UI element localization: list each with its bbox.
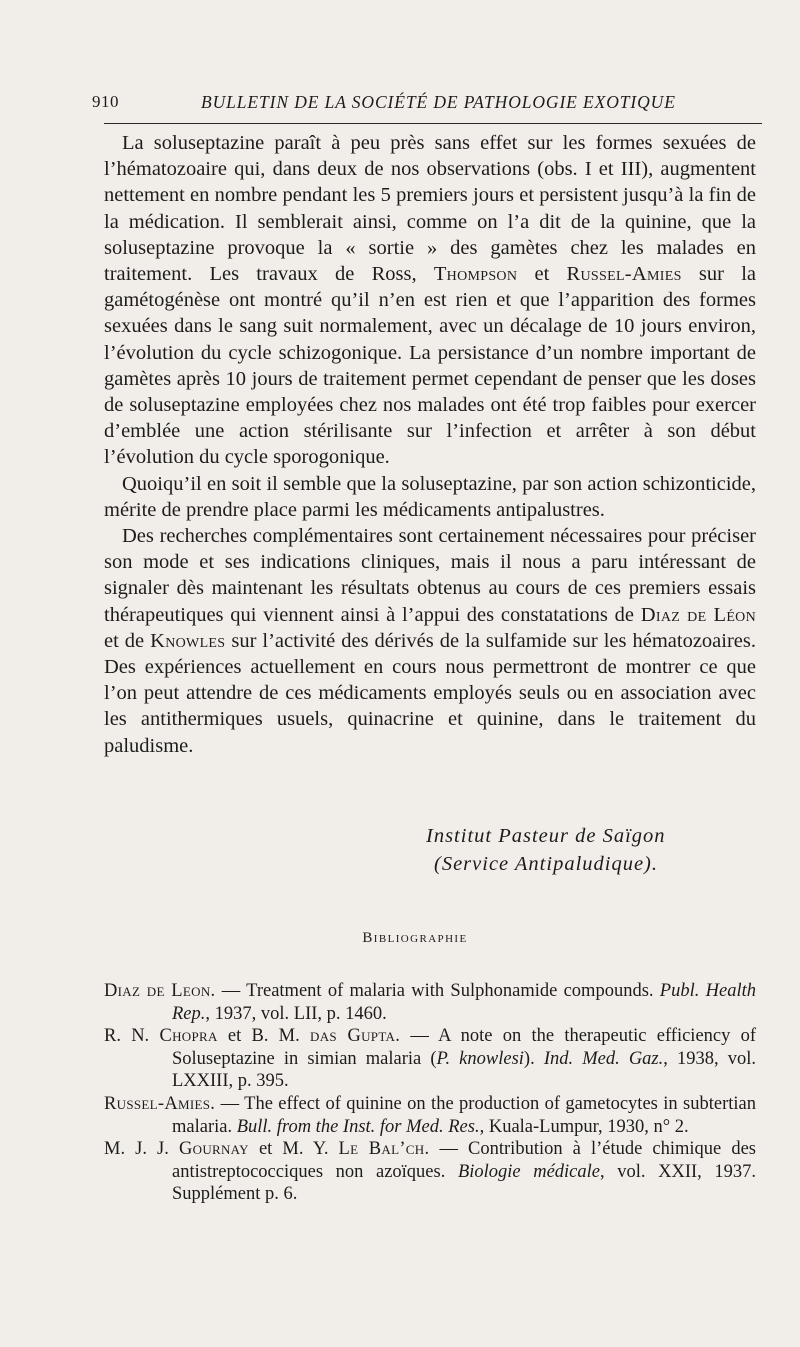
header-rule xyxy=(104,123,762,124)
signature-service: (Service Antipaludique). xyxy=(434,853,659,875)
running-title: BULLETIN DE LA SOCIÉTÉ DE PATHOLOGIE EXOTIQUE xyxy=(201,92,676,112)
author-name: Russel-Amies xyxy=(566,263,682,286)
bibliography-list xyxy=(104,980,756,1206)
reference-item: M. J. J. Gournay et M. Y. Le Bal’ch. — Contribution à l’étude chimique des antistreptococciques non azoïques. Biologie médicale, vol. XXII, 1937. Supplément p. 6. xyxy=(104,1139,756,1205)
bibliography-heading: Bibliographie xyxy=(362,930,468,946)
reference-item: Russel-Amies. — The effect of quinine on the production of gametocytes in subtertian malaria. Bull. from the Inst. for Med. Res., Kuala-Lumpur, 1930, n° 2. xyxy=(104,1093,756,1137)
page-number: 910 xyxy=(92,92,119,111)
reference-item: R. N. Chopra et B. M. das Gupta. — A note on the therapeutic efficiency of Soluseptazine in simian malaria (P. knowlesi). Ind. Med. Gaz., 1938, vol. LXXIII, p. 395. xyxy=(104,1026,757,1092)
paragraph-2: Quoiqu’il en soit il semble que la soluseptazine, par son action schizonticide, mérite de prendre place parmi les médicaments antipalustres. xyxy=(104,472,756,521)
institution-signature xyxy=(104,822,756,878)
author-name: Knowles xyxy=(150,629,226,652)
author-name: Diaz de Léon xyxy=(640,603,756,626)
author-name: Thompson xyxy=(433,263,518,286)
article-body xyxy=(104,130,756,759)
paragraph-1: La soluseptazine paraît à peu près sans effet sur les formes sexuées de l’hématozoaire qui, dans deux de nos observations (obs. I et III), augmentent nettement en nombre pendant les 5 premiers jours et persistent jusqu’à la fin de la médication. Il semblerait ainsi, comme on l’a dit de la quinine, que la soluseptazine provoque la « sortie » des gamètes chez les malades en traitement. Les travaux de Ross, Thompson et Russel-Amies sur la gamétogénèse ont montré qu’il n’en est rien et que l’apparition des formes sexuées dans le sang suit normalement, avec un décalage de 10 jours environ, l’évolution du cycle schizogonique. La persistance d’un nombre important de gamètes après 10 jours de traitement permet cependant de penser que les doses de soluseptazine employées chez nos malades ont été trop faibles pour exercer d’emblée une action stérilisante sur l’infection et arrêter à son début l’évolution du cycle sporogonique. xyxy=(104,132,756,469)
signature-institute: Institut Pasteur de Saïgon xyxy=(426,825,666,847)
page-header xyxy=(92,92,760,118)
reference-item: Diaz de Leon. — Treatment of malaria with Sulphonamide compounds. Publ. Health Rep., 1937, vol. LII, p. 1460. xyxy=(104,981,756,1024)
paragraph-3: Des recherches complémentaires sont certainement nécessaires pour préciser son mode et ses indications cliniques, mais il nous a paru intéressant de signaler dès maintenant les résultats obtenus au cours de ces premiers essais thérapeutiques qui viennent ainsi à l’appui des constatations de Diaz de Léon et de Knowles sur l’activité des dérivés de la sulfamide sur les hématozoaires. Des expériences actuellement en cours nous permettront de montrer ce que l’on peut attendre de ces médicaments employés seuls ou en association avec les antithermiques usuels, quinacrine et quinine, dans le traitement du paludisme. xyxy=(104,525,756,757)
